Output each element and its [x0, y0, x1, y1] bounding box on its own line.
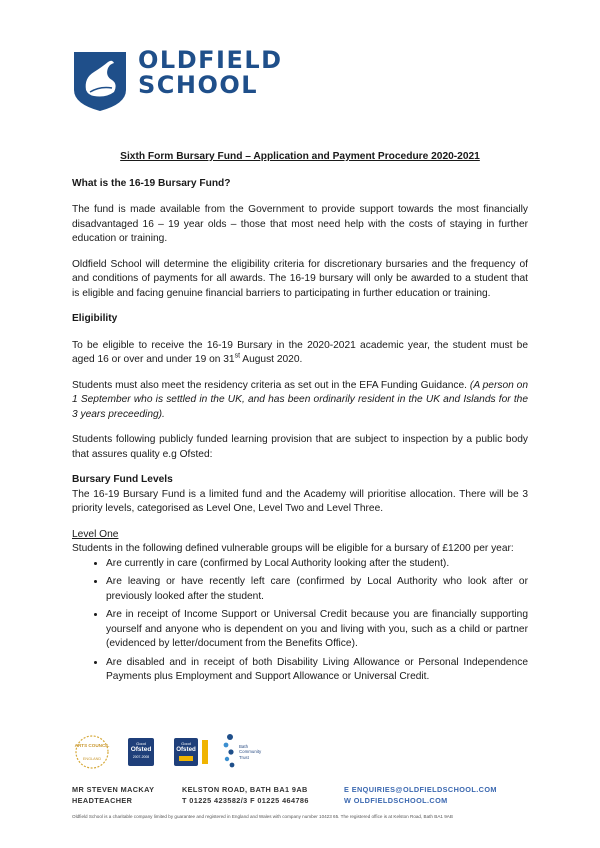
list-item: • Are leaving or have recently left care (confirmed by Local Authority who look after or previously looked after the student. — [106, 575, 528, 604]
trust-name-line3: Trust — [239, 754, 249, 760]
address-block — [182, 784, 309, 806]
list-item: • Are disabled and in receipt of both Disability Living Allowance or Personal Independence Payments plus Employment and Support Allowance or Universal Credit. — [106, 656, 528, 685]
school-crest-icon — [72, 50, 128, 112]
phone: T 01225 423582/3 F 01225 464786 — [182, 796, 309, 805]
residency-note: (A person on 1 September who is settled in the UK, and has been ordinarily resident in the UK and Islands for the 3 years preceeding). — [72, 379, 528, 420]
community-trust-logo — [222, 732, 266, 772]
paragraph-eligibility-1 — [72, 339, 528, 368]
paragraph-eligibility-2 — [72, 379, 528, 423]
list-item: • Are in receipt of Income Support or Universal Credit because you are financially supporting yourself and anyone who is dependent on you and living with you, such as a child or partner (evidenced by letter/document from the Benefits Office). — [106, 608, 528, 652]
ofsted-badge-1 — [128, 738, 154, 766]
gold-award-bar — [202, 740, 208, 764]
document-body — [72, 150, 528, 689]
headteacher-contact — [72, 784, 154, 806]
school-name-line1: OLDFIELD — [138, 46, 283, 74]
list-item: • Are currently in care (confirmed by Local Authority looking after the student). — [106, 557, 528, 572]
ofsted-badge-1-name: Ofsted — [130, 746, 152, 753]
residency-text: Students must also meet the residency criteria as set out in the EFA Funding Guidance. — [72, 379, 470, 391]
ofsted-badge-1-grade: Good — [136, 741, 146, 746]
level-one-heading: Level One — [72, 528, 119, 540]
headteacher-name: MR STEVEN MACKAY — [72, 785, 155, 794]
school-name — [138, 48, 283, 98]
paragraph-what-2: Oldfield School will determine the eligibility criteria for discretionary bursaries and the frequency of and conditions of payments for all awards. The 16-19 bursary will only be awarded to a student that is eligible and facing genuine financial barriers to participating in further education or training. — [72, 258, 528, 299]
paragraph-what-1: The fund is made available from the Government to provide support towards the most financially disadvantaged 16 – 19 year olds – those that most need help with the costs of staying in further education or training. — [72, 204, 528, 244]
paragraph-levels: The 16-19 Bursary Fund is a limited fund and the Academy will prioritise allocation. There will be 3 priority levels, categorised as Level One, Level Two and Level Three. — [72, 488, 528, 514]
section-heading-levels: Bursary Fund Levels — [72, 474, 173, 485]
website-link[interactable]: W OLDFIELDSCHOOL.COM — [344, 796, 448, 805]
address: KELSTON ROAD, BATH BA1 9AB — [182, 785, 308, 794]
eligibility-date-text: August 2020. — [240, 354, 303, 365]
document-title: Sixth Form Bursary Fund – Application and Payment Procedure 2020-2021 — [120, 151, 480, 162]
arts-council-sub: ENGLAND — [82, 757, 102, 761]
date-superscript: st — [234, 352, 241, 360]
online-contact — [344, 784, 497, 806]
section-heading-what: What is the 16-19 Bursary Fund? — [72, 177, 231, 189]
headteacher-role: HEADTEACHER — [72, 796, 133, 805]
paragraph-eligibility-3: Students following publicly funded learning provision that are subject to inspection by a public body that assures quality e.g Ofsted: — [72, 434, 528, 460]
ofsted-badge-2-grade: Good — [181, 741, 191, 746]
eligibility-text: To be eligible to receive the 16-19 Bursary in the 2020-2021 academic year, the student must be aged 16 or over and under 19 on 31 — [72, 339, 528, 365]
trust-name-line2: Community — [239, 749, 262, 755]
ofsted-badge-1-year: 2007-2008 — [132, 755, 150, 759]
level-one-intro: Students in the following defined vulnerable groups will be eligible for a bursary of £1200 per year: — [72, 543, 514, 554]
arts-council-name: ARTS COUNCIL — [74, 743, 110, 748]
trust-name-line1: Bath — [239, 744, 249, 749]
trust-name — [239, 744, 261, 760]
ofsted-badge-2 — [174, 738, 198, 766]
arts-council-logo — [74, 734, 110, 770]
accreditation-logos — [74, 730, 284, 774]
level-one-list — [72, 557, 528, 685]
school-name-line2: SCHOOL — [138, 71, 259, 99]
legal-notice: Oldfield School is a charitable company limited by guarantee and registered in England and Wales with company number 10423 65. The registered office is at Kelston Road, Bath BA1 9AB — [72, 814, 453, 819]
ofsted-badge-2-name: Ofsted — [176, 746, 196, 753]
section-heading-eligibility: Eligibility — [72, 313, 118, 324]
ofsted-badge-2-stripe — [179, 756, 193, 761]
email-link[interactable]: E ENQUIRIES@OLDFIELDSCHOOL.COM — [344, 785, 497, 794]
